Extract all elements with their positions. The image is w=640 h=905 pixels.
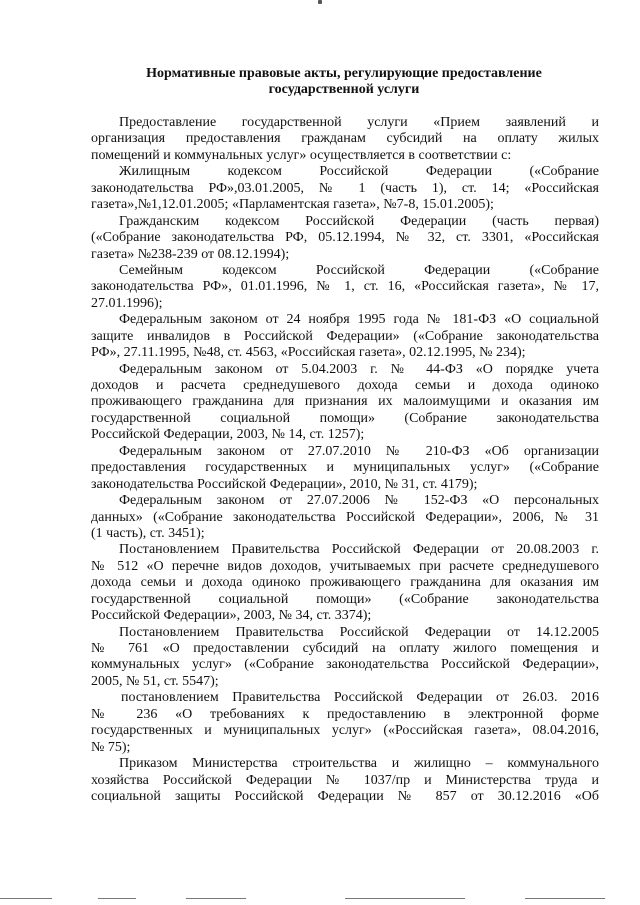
- document-body: [91, 115, 599, 805]
- document-text-line: предоставления государственных и муниципальных услуг» («Собрание: [91, 460, 599, 476]
- document-text-line: Предоставление государственной услуги «Прием заявлений и: [119, 115, 599, 130]
- document-text-line: № 761 «О предоставлении субсидий на оплату жилого помещения и: [91, 641, 599, 656]
- document-text-line: № 236 «О требованиях к предоставлению в электронной форме: [91, 706, 599, 722]
- document-text-line: 2005, № 51, ст. 5547);: [91, 673, 219, 689]
- document-text-line: Жилищным кодексом Российской Федерации («Собрание: [119, 164, 599, 180]
- document-text-line: законодательства Российской Федерации», 2010, № 31, ст. 4179);: [91, 476, 478, 492]
- document-text-line: № 75);: [91, 739, 131, 755]
- scan-bottom-edge: [0, 893, 640, 905]
- document-text-line: Федеральным законом от 24 ноября 1995 года № 181-ФЗ «О социальной: [119, 312, 599, 328]
- document-text-line: Постановлением Правительства Российской Федерации от 20.08.2003 г.: [119, 542, 599, 558]
- document-text-line: организация предоставления гражданам субсидий на оплату жилых: [91, 131, 599, 147]
- document-text-line: доходов и расчета среднедушевого дохода семьи и дохода одиноко: [91, 378, 599, 393]
- document-text-line: данных» («Собрание законодательства Российской Федерации», 2006, № 31: [91, 509, 599, 525]
- document-text-line: 27.01.1996);: [91, 295, 163, 311]
- document-text-line: (1 часть), ст. 3451);: [91, 525, 205, 541]
- document-text-line: государственных и муниципальных услуг» («Российская газета», 08.04.2016,: [91, 723, 599, 739]
- document-text-line: № 512 «О перечне видов доходов, учитываемых при расчете среднедушевого: [91, 558, 599, 574]
- document-text-line: коммунальных услуг» («Собрание законодательства Российской Федерации»,: [91, 657, 599, 673]
- document-text-line: государственной социальной помощи» (Собрание законодательства: [91, 410, 599, 426]
- document-text-line: Федеральным законом от 27.07.2010 № 210-ФЗ «Об организации: [119, 443, 599, 459]
- document-text-line: социальной защиты Российской Федерации № 857 от 30.12.2016 «Об: [91, 788, 599, 804]
- document-text-line: Федеральным законом от 5.04.2003 г. № 44-ФЗ «О порядке учета: [119, 361, 599, 377]
- document-text-line: Приказом Министерства строительства и жилищно – коммунального: [119, 756, 599, 772]
- document-text-line: газета»,№1,12.01.2005; «Парламентская газета», №7-8, 15.01.2005);: [91, 197, 494, 213]
- document-text-line: («Собрание законодательства РФ, 05.12.1994, № 32, ст. 3301, «Российская: [91, 230, 599, 246]
- document-title-line-2: государственной услуги: [268, 82, 420, 97]
- document-text-line: проживающего гражданина для признания их малоимущими и оказания им: [91, 394, 599, 410]
- document-text-line: Федеральным законом от 27.07.2006 № 152-ФЗ «О персональных: [119, 493, 599, 509]
- scan-speck: [318, 0, 322, 4]
- document-title-line-1: Нормативные правовые акты, регулирующие предоставление: [146, 66, 542, 81]
- document-text-line: защите инвалидов в Российской Федерации» («Собрание законодательства: [91, 328, 599, 344]
- document-text-line: законодательства РФ»,03.01.2005, № 1 (часть 1), ст. 14; «Российская: [91, 180, 599, 196]
- document-text-line: постановлением Правительства Российской Федерации от 26.03. 2016: [121, 690, 599, 706]
- document-text-line: РФ», 27.11.1995, №48, ст. 4563, «Российская газета», 02.12.1995, № 234);: [91, 345, 526, 361]
- document-text-line: Российской Федерации, 2003, № 14, ст. 1257);: [91, 427, 365, 443]
- document-text-line: государственной социальной помощи» («Собрание законодательства: [91, 591, 599, 607]
- document-text-line: Российской Федерации», 2003, № 34, ст. 3374);: [91, 608, 372, 624]
- document-text-line: Гражданским кодексом Российской Федерации (часть первая): [119, 213, 599, 229]
- document-text-line: Постановлением Правительства Российской Федерации от 14.12.2005: [119, 624, 599, 640]
- document-text-line: Семейным кодексом Российской Федерации («Собрание: [119, 262, 599, 278]
- document-text-line: законодательства РФ», 01.01.1996, № 1, ст. 16, «Российская газета», № 17,: [91, 279, 599, 295]
- document-text-line: дохода семьи и дохода одиноко проживающего гражданина для оказания им: [91, 575, 599, 591]
- document-text-line: помещений и коммунальных услуг» осуществляется в соответствии с:: [91, 147, 512, 163]
- document-text-line: хозяйства Российской Федерации № 1037/пр и Министерства труда и: [91, 772, 599, 788]
- document-text-line: газета» №238-239 от 08.12.1994);: [91, 246, 290, 262]
- document-title: [90, 66, 598, 98]
